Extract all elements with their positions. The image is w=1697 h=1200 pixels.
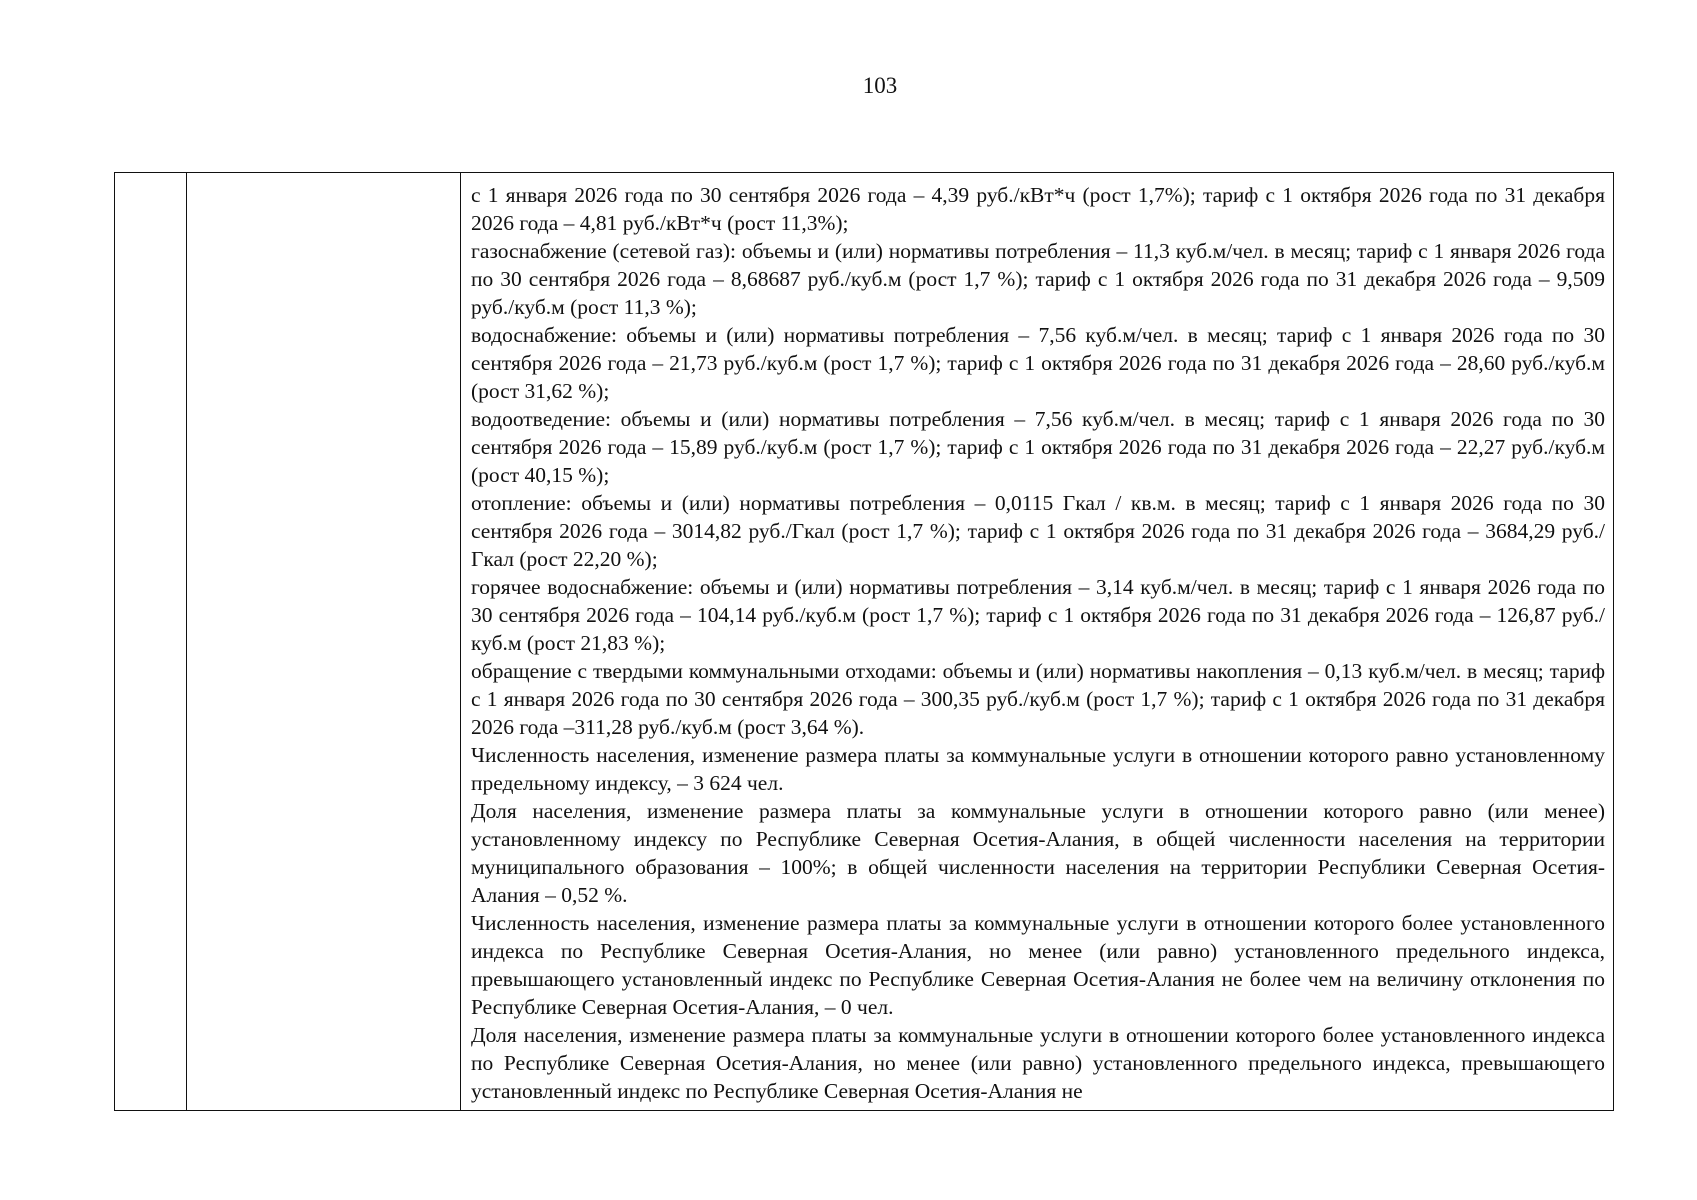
paragraph-population-equal-limit: Численность населения, изменение размера платы за коммунальные услуги в отношении которого равно установленному предельному индексу, – 3 624 чел. bbox=[471, 743, 1605, 795]
paragraph-gas-supply: газоснабжение (сетевой газ): объемы и (или) нормативы потребления – 11,3 куб.м/чел. в месяц; тариф с 1 января 2026 года по 30 сентября 2026 года – 8,68687 руб./куб.м (рост 1,7 %); тариф с 1 октября 2026 года по 31 декабря 2026 года – 9,509 руб./куб.м (рост 11,3 %); bbox=[471, 239, 1605, 319]
paragraph-electricity-tariff: с 1 января 2026 года по 30 сентября 2026 года – 4,39 руб./кВт*ч (рост 1,7%); тариф с 1 октября 2026 года по 31 декабря 2026 года – 4,81 руб./кВт*ч (рост 11,3%); bbox=[471, 183, 1605, 235]
table-cell-name bbox=[187, 173, 461, 1111]
paragraph-hot-water: горячее водоснабжение: объемы и (или) нормативы потребления – 3,14 куб.м/чел. в месяц; тариф с 1 января 2026 года по 30 сентября 2026 года – 104,14 руб./куб.м (рост 1,7 %); тариф с 1 октября 2026 года по 31 декабря 2026 года – 126,87 руб./куб.м (рост 21,83 %); bbox=[471, 575, 1605, 655]
paragraph-population-above-index: Численность населения, изменение размера платы за коммунальные услуги в отношении которого более установленного индекса по Республике Северная Осетия-Алания, но менее (или равно) установленного предельного индекса, превышающего установленный индекс по Республике Северная Осетия-Алания не более чем на величину отклонения по Республике Северная Осетия-Алания, – 0 чел. bbox=[471, 911, 1605, 1019]
paragraph-heating: отопление: объемы и (или) нормативы потребления – 0,0115 Гкал / кв.м. в месяц; тариф с 1 января 2026 года по 30 сентября 2026 года – 3014,82 руб./Гкал (рост 1,7 %); тариф с 1 октября 2026 года по 31 декабря 2026 года – 3684,29 руб./Гкал (рост 22,20 %); bbox=[471, 491, 1605, 571]
paragraph-water-supply: водоснабжение: объемы и (или) нормативы потребления – 7,56 куб.м/чел. в месяц; тариф с 1 января 2026 года по 30 сентября 2026 года – 21,73 руб./куб.м (рост 1,7 %); тариф с 1 октября 2026 года по 31 декабря 2026 года – 28,60 руб./куб.м (рост 31,62 %); bbox=[471, 323, 1605, 403]
paragraph-solid-waste: обращение с твердыми коммунальными отходами: объемы и (или) нормативы накопления – 0,13 куб.м/чел. в месяц; тариф с 1 января 2026 года по 30 сентября 2026 года – 300,35 руб./куб.м (рост 1,7 %); тариф с 1 октября 2026 года по 31 декабря 2026 года –311,28 руб./куб.м (рост 3,64 %). bbox=[471, 659, 1605, 739]
table-cell-description bbox=[461, 173, 1614, 1111]
table-cell-number bbox=[115, 173, 187, 1111]
paragraph-population-share-above: Доля населения, изменение размера платы за коммунальные услуги в отношении которого более установленного индекса по Республике Северная Осетия-Алания, но менее (или равно) установленного предельного индекса, превышающего установленный индекс по Республике Северная Осетия-Алания не bbox=[471, 1023, 1605, 1103]
table-row bbox=[115, 173, 1614, 1111]
document-table bbox=[114, 172, 1614, 1111]
paragraph-population-share-equal: Доля населения, изменение размера платы за коммунальные услуги в отношении которого равно (или менее) установленному индексу по Республике Северная Осетия-Алания, в общей численности населения на территории муниципального образования – 100%; в общей численности населения на территории Республики Северная Осетия-Алания – 0,52 %. bbox=[471, 799, 1605, 907]
page-number: 103 bbox=[862, 73, 898, 98]
paragraph-water-disposal: водоотведение: объемы и (или) нормативы потребления – 7,56 куб.м/чел. в месяц; тариф с 1 января 2026 года по 30 сентября 2026 года – 15,89 руб./куб.м (рост 1,7 %); тариф с 1 октября 2026 года по 31 декабря 2026 года – 22,27 руб./куб.м (рост 40,15 %); bbox=[471, 407, 1605, 487]
